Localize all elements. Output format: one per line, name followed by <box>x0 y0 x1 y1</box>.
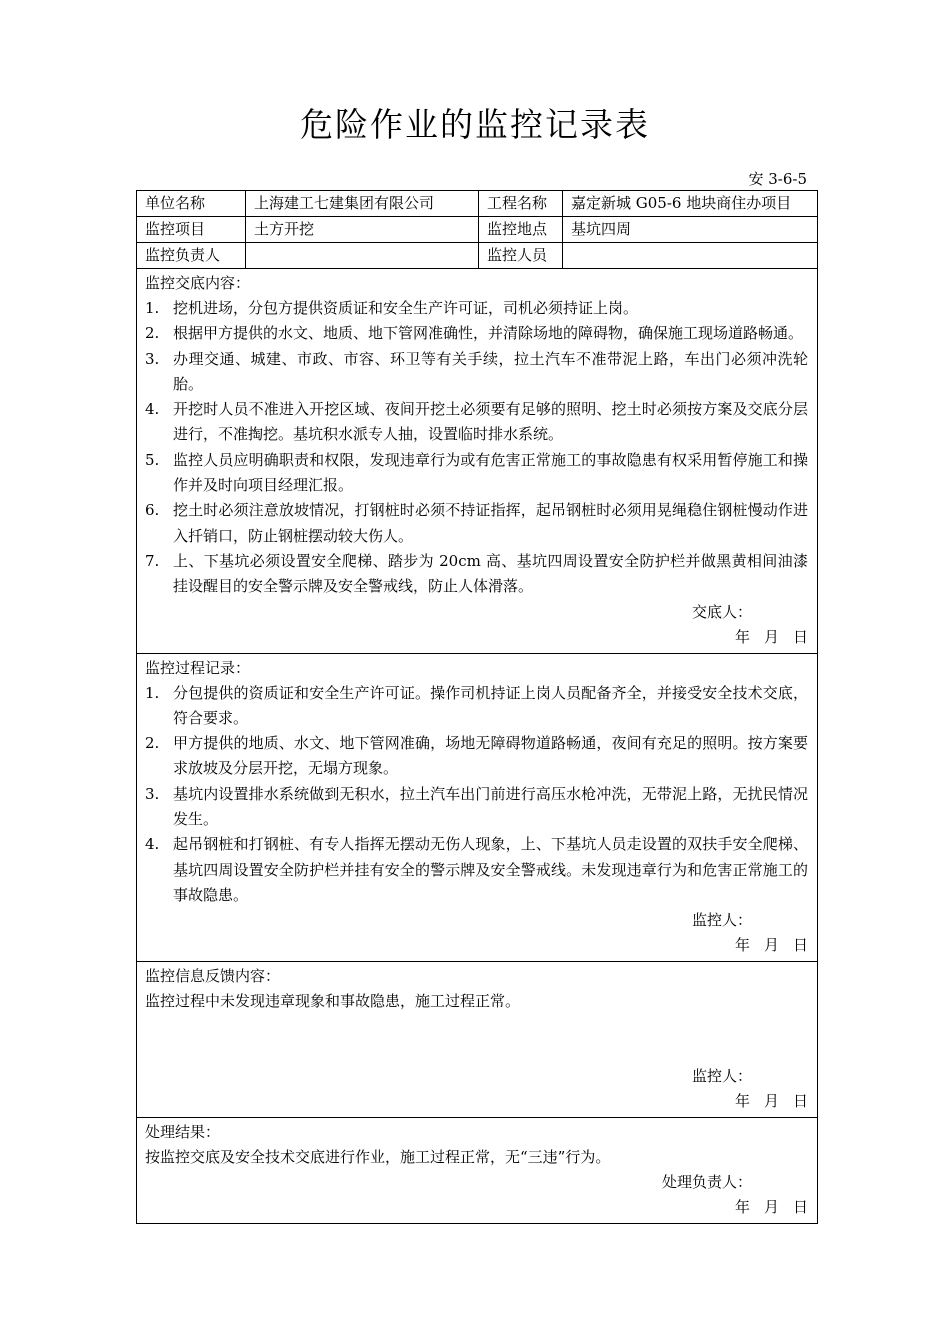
date-year: 年 <box>734 1092 750 1111</box>
item-text: 甲方提供的地质、水文、地下管网准确，场地无障碍物道路畅通，夜间有充足的照明。按方案要求放坡及分层开挖，无塌方现象。 <box>173 734 808 778</box>
date-day: 日 <box>792 936 808 955</box>
item-number: 4. <box>145 835 160 854</box>
feedback-signer: 监控人： <box>691 1067 752 1086</box>
feedback-text: 监控过程中未发现违章现象和事故隐患，施工过程正常。 <box>145 992 521 1011</box>
list-item <box>145 448 808 499</box>
feedback-section <box>137 962 818 1118</box>
staff-value <box>563 243 818 269</box>
list-item <box>145 832 808 908</box>
list-item <box>145 681 808 732</box>
item-number: 4. <box>145 400 160 419</box>
process-heading: 监控过程记录： <box>145 658 251 677</box>
item-text: 监控人员应明确职责和权限，发现违章行为或有危害正常施工的事故隐患有权采用暂停施工和操作并及时向项目经理汇报。 <box>173 450 808 495</box>
staff-label: 监控人员 <box>479 243 563 269</box>
list-item <box>145 321 808 346</box>
row-leader <box>137 243 818 269</box>
item-value: 土方开挖 <box>246 217 479 243</box>
item-text: 上、下基坑必须设置安全爬梯、踏步为 20cm 高、基坑四周设置安全防护栏并做黑黄相间油漆挂设醒目的安全警示牌及安全警戒线，防止人体滑落。 <box>173 551 808 596</box>
result-section <box>137 1118 818 1224</box>
item-number: 2. <box>145 324 160 343</box>
list-item <box>145 397 808 448</box>
form-code: 安 3-6-5 <box>748 170 807 188</box>
date-day: 日 <box>792 1198 808 1217</box>
unit-label: 单位名称 <box>137 191 246 217</box>
row-item <box>137 217 818 243</box>
item-text: 起吊钢桩和打钢桩、有专人指挥无摆动无伤人现象，上、下基坑人员走设置的双扶手安全爬梯、基坑四周设置安全防护栏并挂有安全的警示牌及安全警戒线。未发现违章行为和危害正常施工的事故隐患。 <box>173 835 808 904</box>
result-date <box>145 1195 808 1220</box>
briefing-signer: 交底人： <box>691 602 752 621</box>
feedback-heading: 监控信息反馈内容： <box>145 967 281 986</box>
list-item <box>145 296 808 321</box>
item-number: 3. <box>145 349 160 368</box>
result-text: 按监控交底及安全技术交底进行作业，施工过程正常，无“三违”行为。 <box>145 1148 611 1167</box>
location-value: 基坑四周 <box>563 217 818 243</box>
briefing-date <box>145 625 808 650</box>
date-month: 月 <box>763 936 779 955</box>
item-text: 根据甲方提供的水文、地质、地下管网准确性，并清除场地的障碍物，确保施工现场道路畅通。 <box>173 324 804 343</box>
item-text: 挖土时必须注意放坡情况，打钢桩时必须不持证指挥，起吊钢桩时必须用晃绳稳住钢桩慢动作进入扦销口，防止钢桩摆动较大伤人。 <box>173 501 808 545</box>
date-year: 年 <box>734 1198 750 1217</box>
date-day: 日 <box>792 627 808 646</box>
date-month: 月 <box>763 1092 779 1111</box>
date-year: 年 <box>734 936 750 955</box>
process-list <box>145 681 808 909</box>
feedback-blank-area <box>145 1014 808 1064</box>
leader-value <box>246 243 479 269</box>
item-text: 挖机进场，分包方提供资质证和安全生产许可证，司机必须持证上岗。 <box>173 299 639 317</box>
list-item <box>145 731 808 782</box>
list-item <box>145 549 808 600</box>
briefing-heading: 监控交底内容： <box>145 274 251 292</box>
process-date <box>145 933 808 958</box>
item-number: 3. <box>145 784 160 803</box>
briefing-section <box>137 269 818 654</box>
feedback-date <box>145 1089 808 1114</box>
date-month: 月 <box>763 627 779 646</box>
list-item <box>145 498 808 549</box>
item-number: 1. <box>145 299 160 317</box>
result-heading: 处理结果： <box>145 1123 221 1142</box>
date-year: 年 <box>734 627 750 646</box>
list-item <box>145 347 808 398</box>
result-signer: 处理负责人： <box>661 1173 752 1192</box>
process-signer: 监控人： <box>691 911 752 930</box>
unit-value: 上海建工七建集团有限公司 <box>246 191 479 217</box>
item-text: 分包提供的资质证和安全生产许可证。操作司机持证上岗人员配备齐全，并接受安全技术交底，符合要求。 <box>173 683 808 727</box>
item-label: 监控项目 <box>137 217 246 243</box>
item-text: 基坑内设置排水系统做到无积水，拉土汽车出门前进行高压水枪冲洗，无带泥上路，无扰民情况发生。 <box>173 784 808 829</box>
record-form <box>136 190 818 1224</box>
project-label: 工程名称 <box>479 191 563 217</box>
item-number: 2. <box>145 734 160 753</box>
row-unit <box>137 191 818 217</box>
process-cell <box>137 653 818 962</box>
item-number: 1. <box>145 683 160 702</box>
project-value: 嘉定新城 G05-6 地块商住办项目 <box>563 191 818 217</box>
list-item <box>145 782 808 833</box>
item-number: 5. <box>145 450 160 469</box>
location-label: 监控地点 <box>479 217 563 243</box>
item-number: 6. <box>145 501 160 520</box>
date-month: 月 <box>763 1198 779 1217</box>
item-text: 办理交通、城建、市政、市容、环卫等有关手续，拉土汽车不准带泥上路，车出门必须冲洗轮胎。 <box>173 349 808 393</box>
page-title: 危险作业的监控记录表 <box>300 105 650 144</box>
item-text: 开挖时人员不准进入开挖区域、夜间开挖土必须要有足够的照明、挖土时必须按方案及交底分层进行，不准掏挖。基坑积水派专人抽，设置临时排水系统。 <box>173 400 808 444</box>
item-number: 7. <box>145 551 160 570</box>
briefing-cell <box>137 269 818 654</box>
date-day: 日 <box>792 1092 808 1111</box>
process-section <box>137 653 818 962</box>
result-cell <box>137 1118 818 1224</box>
leader-label: 监控负责人 <box>137 243 246 269</box>
briefing-list <box>145 296 808 600</box>
feedback-cell <box>137 962 818 1118</box>
